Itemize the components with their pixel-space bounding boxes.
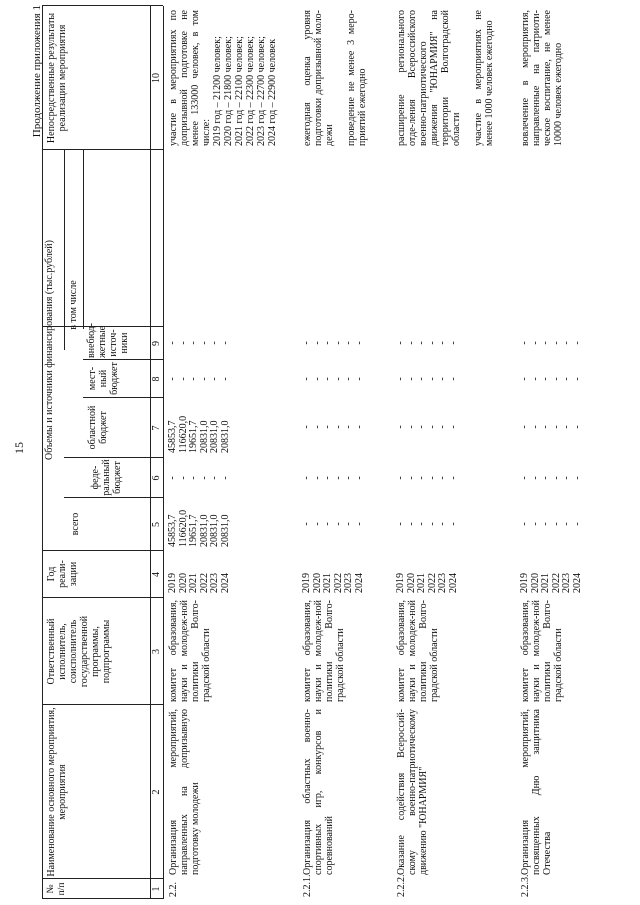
col-number-9: 9 xyxy=(151,341,162,346)
header-no: № п/п xyxy=(46,882,67,896)
row-federal: - - - - - - xyxy=(167,476,231,480)
row-name: Организация мероприятий, посвященных Дню защитника Отечества xyxy=(520,709,553,875)
row-result: участие в мероприятиях по допризывной подготовке не менее 133000 человек, в том числе: 2019 год – 21200 человек; 2020 год – 21800 человек; 2021 год – 22100 человек; 2022 год – 22300 человек; 2023 год – 22700 человек; 2024 год – 22900 человек xyxy=(168,10,278,146)
row-name: Организация областных военно-спортивных игр, конкурсов и соревнований xyxy=(302,709,335,875)
header-executor: Ответственный исполнитель, соисполнитель государственной программы, подпрограммы xyxy=(46,615,112,688)
row-result: ежегодная оценка уровня подготовки допризывной моло-дежи проведение не менее 3 меро-приятий ежегодно xyxy=(302,10,368,146)
row-name: Оказание содействия Всероссий-скому военно-патриотическому движению "ЮНАРМИЯ" xyxy=(396,709,429,875)
row-executor: комитет образования, науки и молодеж-ной политики Волго-градской области xyxy=(168,600,212,702)
row-federal: - - - - - - xyxy=(519,476,583,480)
row-regional: 45853,7 116620,0 19651,7 20831,0 20831,0 20831,0 xyxy=(167,415,231,453)
header-federal: феде-ральный бюджет xyxy=(90,459,123,496)
col-number-6: 6 xyxy=(151,475,162,481)
funding-header-divider xyxy=(64,150,65,350)
row-total: 45853,7 116620,0 19651,7 20831,0 20831,0 20831,0 xyxy=(167,509,231,547)
row-local: - - - - - - xyxy=(395,377,459,381)
grid-line xyxy=(42,149,163,150)
grid-line xyxy=(42,898,163,899)
row-regional: - - - - - - xyxy=(395,425,459,429)
row-total: - - - - - - xyxy=(395,522,459,526)
col-number-4: 4 xyxy=(151,572,162,577)
row-local: - - - - - - xyxy=(301,377,365,381)
row-executor: комитет образования, науки и молодеж-ной политики Волго-градской области xyxy=(520,600,564,702)
row-result: расширение регионального отде-ления Всероссийского военно-патриотического движения "ЮНАРМИЯ" на территории Волгоградской области участие в мероприятиях не менее 1000 человек ежегодно xyxy=(396,10,495,146)
row-extra: - - - - - - xyxy=(301,341,365,345)
row-local: - - - - - - xyxy=(167,377,231,381)
row-executor: комитет образования, науки и молодеж-ной политики Волго-градской области xyxy=(302,600,346,702)
col-number-1: 1 xyxy=(151,886,162,892)
row-years: 2019 2020 2021 2022 2023 2024 xyxy=(519,573,583,593)
row-years: 2019 2020 2021 2022 2023 2024 xyxy=(395,573,459,593)
row-years: 2019 2020 2021 2022 2023 2024 xyxy=(167,573,231,593)
col-number-2: 2 xyxy=(151,789,162,795)
header-extra: внебюд-жетные источ-ники xyxy=(86,323,130,358)
header-total: всего xyxy=(70,512,81,536)
row-years: 2019 2020 2021 2022 2023 2024 xyxy=(301,573,365,593)
header-result: Непосредственные результаты реализации мероприятия xyxy=(46,12,68,144)
row-local: - - - - - - xyxy=(519,377,583,381)
row-result: вовлечение в мероприятия, направленные на патриоти-ческое воспитание, не менее 10000 человек ежегодно xyxy=(520,10,564,146)
header-funding: Объемы и источники финансирования (тыс.рублей) xyxy=(44,240,55,460)
header-local: мест-ный бюджет xyxy=(87,362,120,395)
col-number-5: 5 xyxy=(151,522,162,527)
row-extra: - - - - - - xyxy=(519,341,583,345)
col-number-row-bottom xyxy=(163,6,164,899)
row-total: - - - - - - xyxy=(519,522,583,526)
grid-line xyxy=(42,878,163,879)
grid-line xyxy=(42,597,163,598)
col-number-10: 10 xyxy=(151,73,162,83)
grid-line xyxy=(64,497,163,498)
incl-header-divider xyxy=(83,150,84,329)
row-number: 2.2.1. xyxy=(302,874,313,897)
header-name: Наименование основного мероприятия, мероприятия xyxy=(46,707,68,877)
row-regional: - - - - - - xyxy=(519,425,583,429)
table-border-top xyxy=(42,6,43,899)
grid-line xyxy=(42,704,163,705)
header-regional: областной бюджет xyxy=(87,405,109,450)
header-incl: в том числе xyxy=(68,280,79,330)
row-total: - - - - - - xyxy=(301,522,365,526)
grid-line xyxy=(42,550,163,551)
row-extra: - - - - - - xyxy=(167,341,231,345)
row-federal: - - - - - - xyxy=(395,476,459,480)
row-number: 2.2. xyxy=(168,882,179,897)
col-number-7: 7 xyxy=(151,425,162,431)
col-number-3: 3 xyxy=(151,649,162,654)
page-number: 15 xyxy=(12,442,26,454)
row-number: 2.2.2. xyxy=(396,874,407,897)
row-executor: комитет образования, науки и молодеж-ной политики Волго-градской области xyxy=(396,600,440,702)
col-number-8: 8 xyxy=(151,376,162,382)
row-extra: - - - - - - xyxy=(395,341,459,345)
row-federal: - - - - - - xyxy=(301,476,365,480)
header-year: Год реали-зации xyxy=(46,560,79,588)
continuation-label: Продолжение приложения 1 xyxy=(31,5,43,138)
row-number: 2.2.3. xyxy=(520,874,531,897)
row-regional: - - - - - - xyxy=(301,425,365,429)
grid-line xyxy=(64,457,163,458)
row-name: Организация мероприятий, направленных на допризывную подготовку молодежи xyxy=(168,709,201,875)
grid-line xyxy=(42,5,163,6)
